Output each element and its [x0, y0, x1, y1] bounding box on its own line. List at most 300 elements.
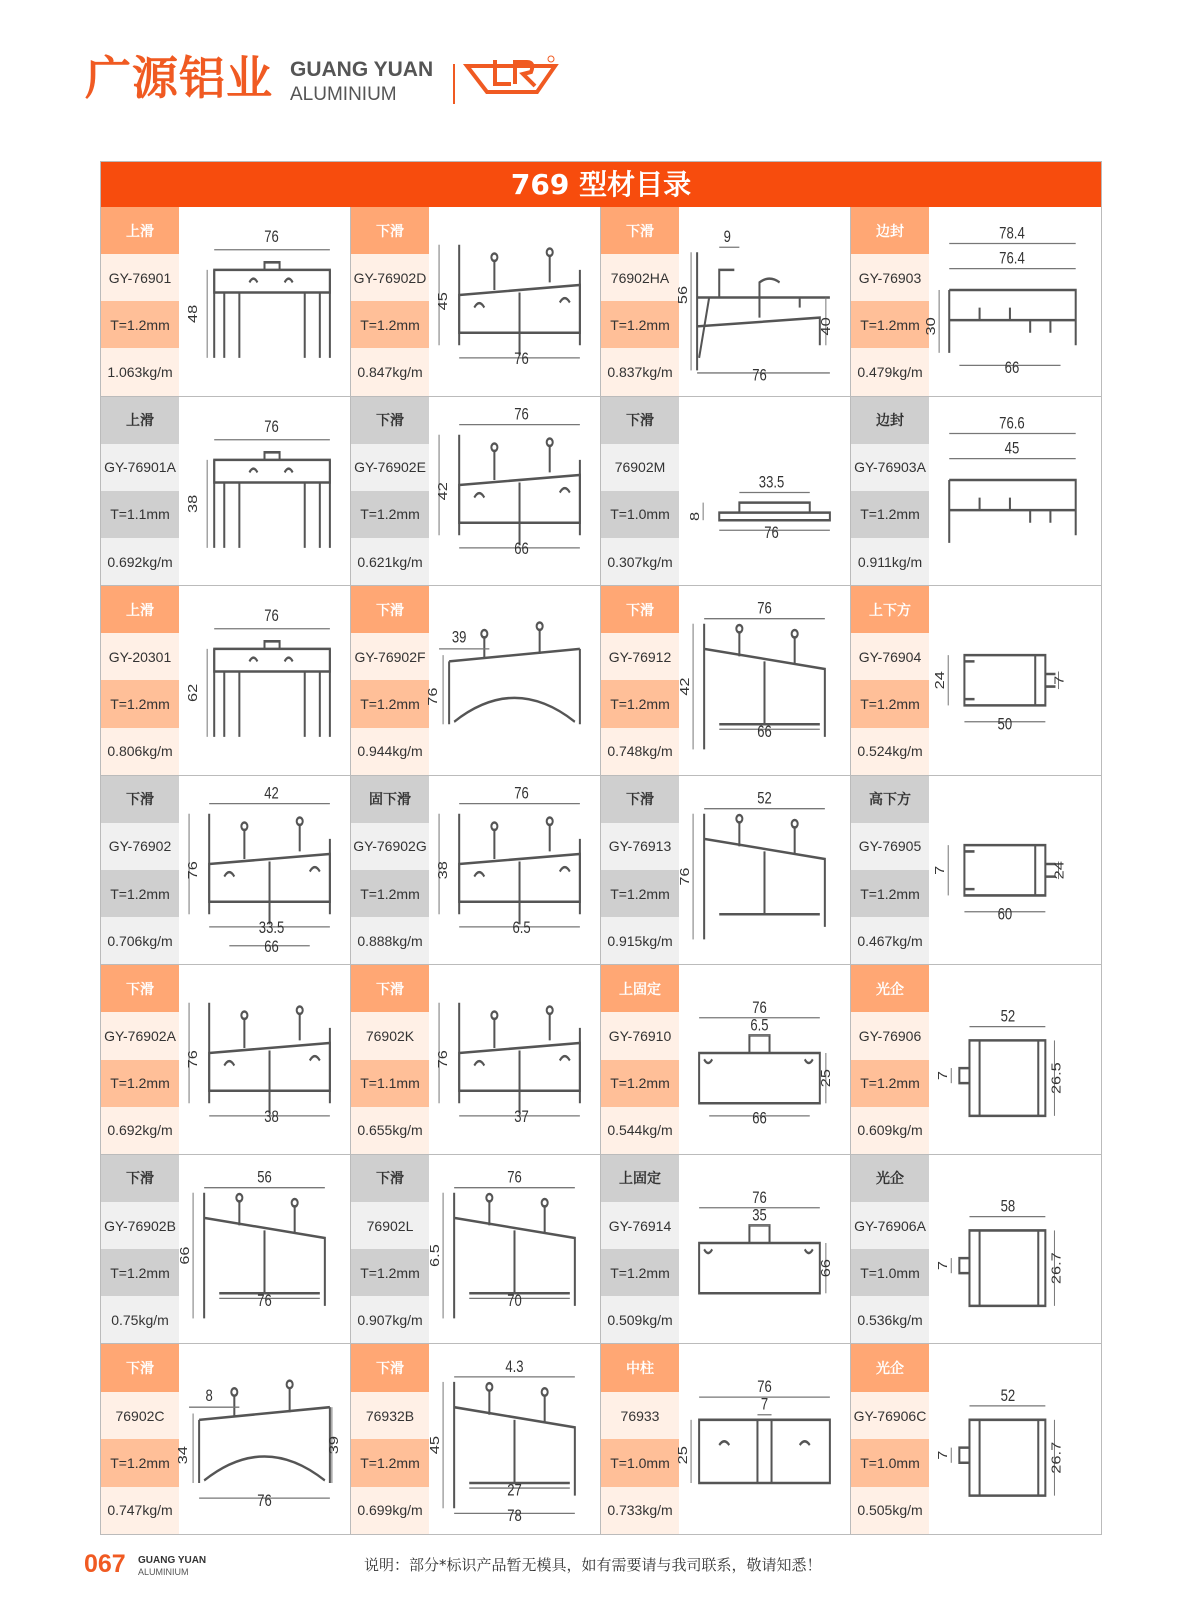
dimension-label: 66	[757, 723, 772, 742]
profile-drawing-area	[179, 586, 350, 775]
profile-code: 76932B	[351, 1392, 429, 1439]
profile-card	[601, 207, 851, 397]
dimension-label: 45	[1004, 439, 1020, 458]
dimension-label: 76	[186, 1050, 201, 1069]
dimension-label: 33.5	[258, 919, 285, 938]
footer-brand-subtitle: ALUMINIUM	[138, 1567, 189, 1577]
dimension-label: 76	[752, 999, 767, 1018]
profile-drawing-area	[179, 207, 350, 396]
profile-card	[101, 776, 351, 966]
profile-info	[351, 207, 429, 396]
profile-code: GY-76906C	[851, 1392, 929, 1439]
dimension-label: 62	[186, 683, 201, 703]
profile-drawing	[429, 1155, 600, 1344]
profile-thickness: T=1.2mm	[351, 491, 429, 538]
dimension-label: 33.5	[758, 473, 785, 492]
dimension-label: 38	[264, 1109, 279, 1127]
profile-weight: 0.748kg/m	[601, 728, 679, 775]
profile-weight: 0.467kg/m	[851, 917, 929, 964]
dimension-label: 40	[819, 317, 834, 336]
profile-weight: 0.806kg/m	[101, 728, 179, 775]
profile-drawing-area	[679, 965, 850, 1154]
profile-drawing	[176, 1344, 350, 1534]
profile-thickness: T=1.2mm	[351, 1249, 429, 1296]
dimension-label: 78	[507, 1508, 522, 1526]
profile-card	[101, 1344, 351, 1534]
profile-drawing	[924, 207, 1101, 396]
profile-drawing	[679, 965, 850, 1154]
profile-drawing-area	[679, 776, 850, 965]
dimension-label: 7	[936, 1451, 951, 1461]
dimension-label: 39	[451, 629, 467, 648]
profile-info	[851, 1155, 929, 1344]
profile-thickness: T=1.2mm	[351, 680, 429, 727]
profile-card	[851, 965, 1101, 1155]
dimension-label: 26.7	[1049, 1442, 1065, 1475]
profile-info	[101, 207, 179, 396]
profile-info	[351, 776, 429, 965]
profile-info	[101, 586, 179, 775]
profile-drawing-area	[429, 397, 600, 586]
dimension-label: 76.4	[999, 250, 1025, 268]
profile-thickness: T=1.2mm	[851, 870, 929, 917]
profile-name: 光企	[851, 1155, 929, 1202]
dimension-label: 60	[997, 905, 1013, 924]
profile-drawing-area	[929, 965, 1101, 1154]
profile-info	[101, 965, 179, 1154]
profile-drawing	[429, 397, 600, 586]
profile-name: 下滑	[101, 776, 179, 823]
profile-code: GY-76901A	[101, 444, 179, 491]
profile-card	[851, 207, 1101, 397]
profile-thickness: T=1.2mm	[601, 870, 679, 917]
header	[85, 50, 605, 110]
profile-name: 下滑	[601, 397, 679, 444]
dimension-label: 76.6	[999, 414, 1025, 433]
profile-thickness: T=1.2mm	[101, 1439, 179, 1486]
dimension-label: 76	[757, 600, 772, 619]
profile-info	[351, 397, 429, 586]
profile-drawing-area	[676, 207, 850, 396]
dimension-label: 39	[327, 1436, 342, 1455]
profile-name: 下滑	[101, 965, 179, 1012]
dimension-label: 25	[819, 1069, 834, 1088]
profile-info	[851, 965, 929, 1154]
dimension-label: 8	[205, 1388, 213, 1406]
profile-thickness: T=1.2mm	[601, 1060, 679, 1107]
profile-info	[851, 207, 929, 396]
dimension-label: 7	[1052, 675, 1068, 685]
profile-drawing-area	[429, 207, 600, 396]
profile-weight: 0.544kg/m	[601, 1107, 679, 1154]
dimension-label: 76	[514, 350, 529, 369]
profile-name: 下滑	[351, 965, 429, 1012]
profile-name: 边封	[851, 207, 929, 254]
profile-drawing	[676, 207, 850, 396]
profile-code: GY-76914	[601, 1202, 679, 1249]
profile-name: 上滑	[101, 586, 179, 633]
profile-weight: 0.621kg/m	[351, 538, 429, 585]
profile-name: 下滑	[351, 207, 429, 254]
profile-code: 76902L	[351, 1202, 429, 1249]
profile-drawing-area	[179, 776, 350, 965]
dimension-label: 52	[1000, 1008, 1016, 1027]
profile-thickness: T=1.2mm	[101, 1060, 179, 1107]
profile-drawing-area	[679, 397, 850, 586]
brand-divider	[453, 64, 455, 104]
profile-card	[601, 776, 851, 966]
profile-code: 76902M	[601, 444, 679, 491]
profile-info	[601, 586, 679, 775]
catalog-title: 769 型材目录	[101, 162, 1101, 207]
footer-note: 说明：部分*标识产品暂无模具，如有需要请与我司联系，敬请知悉！	[364, 1556, 822, 1574]
profile-name: 下滑	[351, 586, 429, 633]
profile-weight: 0.907kg/m	[351, 1296, 429, 1343]
profile-drawing	[179, 965, 350, 1154]
profile-card	[351, 965, 601, 1155]
profile-info	[851, 1344, 929, 1534]
profile-name: 下滑	[601, 207, 679, 254]
profile-info	[101, 1344, 179, 1534]
profile-drawing	[679, 1155, 850, 1344]
profile-thickness: T=1.2mm	[351, 301, 429, 348]
dimension-label: 42	[264, 785, 279, 803]
dimension-label: 37	[514, 1109, 529, 1127]
dimension-label: 7	[936, 1071, 951, 1081]
profile-thickness: T=1.2mm	[101, 680, 179, 727]
dimension-label: 66	[514, 540, 529, 559]
profile-weight: 1.063kg/m	[101, 348, 179, 395]
profile-thickness: T=1.2mm	[351, 870, 429, 917]
profile-code: 76933	[601, 1392, 679, 1439]
profile-weight: 0.479kg/m	[851, 348, 929, 395]
profile-info	[851, 776, 929, 965]
profile-catalog	[100, 161, 1102, 1535]
dimension-label: 35	[752, 1206, 767, 1225]
profile-drawing-area	[929, 1155, 1101, 1344]
brand-name-en: GUANG YUAN	[290, 58, 434, 81]
profile-name: 上下方	[851, 586, 929, 633]
dimension-label: 9	[723, 228, 731, 247]
profile-thickness: T=1.2mm	[851, 680, 929, 727]
profile-drawing	[426, 586, 600, 775]
profile-drawing-area	[929, 397, 1101, 586]
profile-thickness: T=1.0mm	[851, 1439, 929, 1486]
profile-card	[851, 397, 1101, 587]
profile-weight: 0.837kg/m	[601, 348, 679, 395]
profile-weight: 0.692kg/m	[101, 538, 179, 585]
profile-card	[601, 965, 851, 1155]
profile-weight: 0.524kg/m	[851, 728, 929, 775]
profile-weight: 0.706kg/m	[101, 917, 179, 964]
profile-drawing	[929, 965, 1101, 1154]
profile-name: 光企	[851, 1344, 929, 1391]
profile-drawing-area	[929, 776, 1101, 965]
profile-drawing	[179, 1155, 350, 1344]
profile-drawing	[179, 207, 350, 396]
dimension-label: 76	[507, 1169, 522, 1187]
dimension-label: 76	[426, 687, 441, 706]
profile-weight: 0.915kg/m	[601, 917, 679, 964]
profile-card	[351, 1155, 601, 1345]
profile-name: 上滑	[101, 397, 179, 444]
profile-drawing	[929, 1344, 1101, 1534]
profile-weight: 0.847kg/m	[351, 348, 429, 395]
profile-info	[601, 397, 679, 586]
profile-drawing	[179, 776, 350, 965]
profile-weight: 0.509kg/m	[601, 1296, 679, 1343]
profile-card	[101, 397, 351, 587]
dimension-label: 52	[1000, 1388, 1016, 1406]
profile-drawing-area	[426, 586, 600, 775]
profile-name: 下滑	[601, 776, 679, 823]
profile-drawing	[429, 207, 600, 396]
dimension-label: 45	[428, 1436, 443, 1455]
gy-logo-icon	[465, 54, 557, 104]
profile-weight: 0.911kg/m	[851, 538, 929, 585]
profile-code: GY-76902D	[351, 254, 429, 301]
dimension-label: 4.3	[505, 1358, 524, 1377]
dimension-label: 76	[264, 418, 279, 437]
dimension-label: 26.7	[1049, 1252, 1065, 1284]
dimension-label: 76	[186, 860, 201, 880]
profile-card	[851, 1344, 1101, 1534]
profile-weight: 0.733kg/m	[601, 1487, 679, 1534]
profile-drawing	[429, 776, 600, 965]
profile-name: 边封	[851, 397, 929, 444]
profile-code: GY-76902G	[351, 823, 429, 870]
profile-info	[351, 1155, 429, 1344]
profile-drawing-area	[429, 776, 600, 965]
dimension-label: 66	[264, 938, 279, 957]
profile-thickness: T=1.2mm	[851, 1060, 929, 1107]
profile-thickness: T=1.2mm	[851, 301, 929, 348]
dimension-label: 76	[264, 608, 279, 626]
profile-card	[101, 965, 351, 1155]
dimension-label: 38	[436, 860, 451, 880]
profile-card	[351, 1344, 601, 1534]
profile-code: 76902C	[101, 1392, 179, 1439]
profile-drawing	[929, 776, 1101, 965]
profile-drawing	[676, 1344, 850, 1534]
profile-weight: 0.609kg/m	[851, 1107, 929, 1154]
profile-drawing-area	[929, 1344, 1101, 1534]
profile-info	[601, 776, 679, 965]
profile-code: 76902HA	[601, 254, 679, 301]
profile-drawing	[429, 965, 600, 1154]
dimension-label: 76	[264, 228, 279, 247]
profile-drawing	[679, 586, 850, 775]
profile-thickness: T=1.0mm	[601, 491, 679, 538]
dimension-label: 34	[176, 1446, 191, 1465]
profile-thickness: T=1.2mm	[851, 491, 929, 538]
page-number: 067	[84, 1550, 126, 1578]
profile-thickness: T=1.2mm	[101, 301, 179, 348]
dimension-label: 38	[186, 494, 201, 513]
profile-drawing	[679, 397, 850, 586]
profile-grid	[101, 207, 1101, 1534]
dimension-label: 76	[678, 867, 693, 886]
profile-weight: 0.307kg/m	[601, 538, 679, 585]
dimension-label: 56	[676, 285, 691, 305]
dimension-label: 45	[436, 292, 451, 311]
brand-name-cn: 广源铝业	[85, 51, 273, 105]
profile-info	[601, 1344, 679, 1534]
dimension-label: 7	[933, 865, 948, 875]
profile-code: GY-76913	[601, 823, 679, 870]
profile-card	[601, 586, 851, 776]
dimension-label: 42	[436, 481, 451, 500]
profile-drawing-area	[176, 1344, 350, 1534]
profile-code: GY-76902	[101, 823, 179, 870]
dimension-label: 66	[178, 1246, 193, 1265]
profile-card	[101, 207, 351, 397]
dimension-label: 76	[757, 1379, 772, 1397]
profile-drawing	[179, 586, 350, 775]
dimension-label: 30	[924, 317, 939, 336]
profile-name: 上固定	[601, 1155, 679, 1202]
dimension-label: 42	[678, 677, 693, 696]
dimension-label: 56	[257, 1169, 272, 1187]
profile-drawing-area	[924, 207, 1101, 396]
dimension-label: 66	[752, 1110, 767, 1129]
profile-weight: 0.505kg/m	[851, 1487, 929, 1534]
profile-name: 下滑	[351, 397, 429, 444]
profile-weight: 0.692kg/m	[101, 1107, 179, 1154]
dimension-label: 66	[1004, 359, 1020, 378]
profile-info	[351, 1344, 429, 1534]
profile-thickness: T=1.2mm	[101, 870, 179, 917]
profile-card	[101, 586, 351, 776]
dimension-label: 27	[507, 1482, 522, 1501]
profile-info	[851, 586, 929, 775]
profile-name: 上固定	[601, 965, 679, 1012]
profile-thickness: T=1.2mm	[601, 301, 679, 348]
dimension-label: 78.4	[999, 225, 1025, 243]
dimension-label: 76	[257, 1292, 272, 1311]
profile-code: GY-76903	[851, 254, 929, 301]
dimension-label: 26.5	[1049, 1062, 1065, 1095]
dimension-label: 7	[936, 1260, 951, 1271]
dimension-label: 6.5	[750, 1017, 769, 1036]
profile-name: 下滑	[601, 586, 679, 633]
dimension-label: 24	[1052, 860, 1068, 880]
brand-subtitle-en: ALUMINIUM	[290, 84, 397, 105]
profile-thickness: T=1.1mm	[351, 1060, 429, 1107]
dimension-label: 50	[997, 716, 1013, 734]
profile-thickness: T=1.2mm	[601, 1249, 679, 1296]
profile-card	[101, 1155, 351, 1345]
profile-drawing-area	[179, 965, 350, 1154]
profile-weight: 0.747kg/m	[101, 1487, 179, 1534]
profile-thickness: T=1.2mm	[101, 1249, 179, 1296]
profile-thickness: T=1.0mm	[851, 1249, 929, 1296]
profile-card	[351, 397, 601, 587]
profile-code: GY-76902E	[351, 444, 429, 491]
profile-card	[601, 1344, 851, 1534]
profile-code: GY-20301	[101, 633, 179, 680]
profile-drawing	[179, 397, 350, 586]
profile-drawing-area	[429, 1155, 600, 1344]
profile-card	[601, 1155, 851, 1345]
profile-name: 中柱	[601, 1344, 679, 1391]
profile-info	[601, 207, 679, 396]
profile-card	[851, 1155, 1101, 1345]
dimension-label: 6.5	[512, 919, 531, 938]
dimension-label: 76	[752, 367, 767, 385]
profile-name: 下滑	[351, 1344, 429, 1391]
profile-name: 下滑	[101, 1344, 179, 1391]
profile-name: 上滑	[101, 207, 179, 254]
profile-name: 光企	[851, 965, 929, 1012]
profile-info	[351, 965, 429, 1154]
profile-code: GY-76902F	[351, 633, 429, 680]
dimension-label: 6.5	[428, 1244, 443, 1267]
profile-name: 高下方	[851, 776, 929, 823]
profile-drawing	[929, 1155, 1101, 1344]
dimension-label: 70	[507, 1292, 522, 1311]
profile-drawing-area	[676, 1344, 850, 1534]
profile-drawing-area	[179, 397, 350, 586]
profile-code: GY-76902B	[101, 1202, 179, 1249]
profile-thickness: T=1.2mm	[601, 680, 679, 727]
profile-card	[351, 586, 601, 776]
profile-code: GY-76912	[601, 633, 679, 680]
profile-weight: 0.888kg/m	[351, 917, 429, 964]
profile-code: GY-76906	[851, 1012, 929, 1059]
profile-info	[601, 965, 679, 1154]
profile-weight: 0.655kg/m	[351, 1107, 429, 1154]
profile-drawing	[679, 776, 850, 965]
profile-code: GY-76906A	[851, 1202, 929, 1249]
profile-info	[351, 586, 429, 775]
profile-drawing	[929, 397, 1101, 586]
dimension-label: 76	[752, 1189, 767, 1208]
profile-info	[601, 1155, 679, 1344]
profile-card	[851, 586, 1101, 776]
dimension-label: 8	[688, 511, 703, 521]
profile-card	[851, 776, 1101, 966]
profile-drawing-area	[929, 586, 1101, 775]
profile-info	[101, 776, 179, 965]
profile-card	[601, 397, 851, 587]
profile-name: 下滑	[351, 1155, 429, 1202]
footer-brand-name: GUANG YUAN	[138, 1555, 207, 1566]
dimension-label: 76	[436, 1050, 451, 1069]
profile-code: GY-76901	[101, 254, 179, 301]
profile-drawing-area	[679, 1155, 850, 1344]
dimension-label: 66	[819, 1258, 834, 1278]
profile-card	[351, 776, 601, 966]
profile-drawing-area	[429, 1344, 600, 1534]
profile-info	[101, 397, 179, 586]
profile-drawing-area	[679, 586, 850, 775]
dimension-label: 76	[257, 1492, 272, 1511]
profile-weight: 0.944kg/m	[351, 728, 429, 775]
dimension-label: 76	[764, 524, 779, 542]
profile-weight: 0.75kg/m	[101, 1296, 179, 1343]
profile-card	[351, 207, 601, 397]
dimension-label: 76	[514, 405, 529, 424]
profile-name: 固下滑	[351, 776, 429, 823]
profile-weight: 0.536kg/m	[851, 1296, 929, 1343]
profile-drawing-area	[179, 1155, 350, 1344]
profile-code: GY-76910	[601, 1012, 679, 1059]
profile-drawing	[429, 1344, 600, 1534]
profile-thickness: T=1.2mm	[351, 1439, 429, 1486]
profile-code: GY-76902A	[101, 1012, 179, 1059]
profile-thickness: T=1.0mm	[601, 1439, 679, 1486]
